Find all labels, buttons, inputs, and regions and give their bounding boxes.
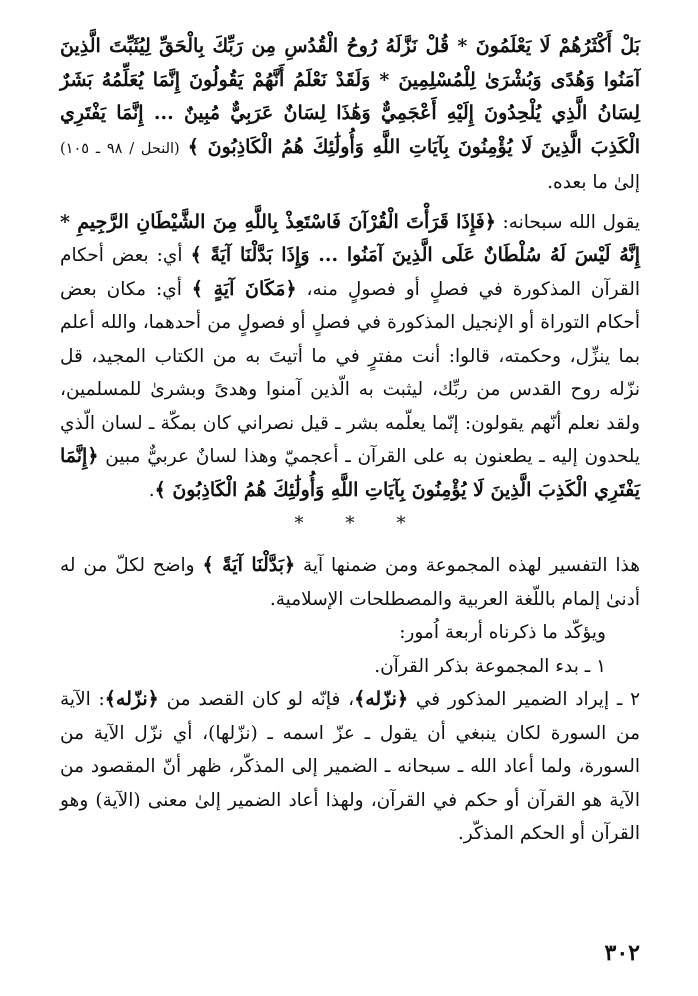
point-2-mid: ، فإنّه لو كان القصد من	[166, 689, 355, 710]
separator-star: *	[345, 513, 355, 534]
summary-paragraph	[60, 549, 640, 616]
page-body	[60, 30, 640, 851]
verse-continuation: إلىٰ ما بعده.	[547, 172, 640, 193]
verse-reference: (النحل / ٩٨ ـ ١٠٥)	[60, 140, 180, 157]
commentary-quote-2: ﴿مَكَانَ آيَةٍ ﴾	[191, 277, 297, 300]
section-separator	[60, 509, 640, 539]
points-intro: ويؤكّد ما ذكرناه أربعة اُمور:	[399, 622, 606, 643]
point-2-rest: : الآية من السورة لكان ينبغي أن يقول ـ عزّ اسمه ـ (نزّلها)، أي نزّل الآية من السورة، ولما أعاد الله ـ سبحانه ـ الضمير إلى المذكّر، ظهر أنّ المقصود من الآية هو القرآن أو حكم في القرآن، ولهذا أعاد الضمير إلىٰ معنى (الآية) وهو القرآن أو الحكم المذكّر.	[60, 689, 640, 844]
point-2-quote-1: ﴿نزّله﴾	[354, 688, 409, 710]
commentary-quote-1: ﴿فَإِذَا قَرَأْتَ الْقُرْآنَ فَاسْتَعِذْ بِاللَّهِ مِنَ الشَّيْطَانِ الرَّجِيمِ * إِنَّهُ لَيْسَ لَهُ سُلْطَانٌ عَلَى الَّذِينَ آمَنُوا ... وَإِذَا بَدَّلْنَا آيَةً ﴾	[60, 210, 640, 266]
quran-verse: بَلْ أَكْثَرُهُمْ لَا يَعْلَمُونَ * قُلْ نَزَّلَهُ رُوحُ الْقُدُسِ مِن رَبِّكَ بِالْحَقِّ لِيُثَبِّتَ الَّذِينَ آمَنُوا وَهُدًى وَبُشْرَىٰ لِلْمُسْلِمِينَ * وَلَقَدْ نَعْلَمُ أَنَّهُمْ يَقُولُونَ إِنَّمَا يُعَلِّمُهُ بَشَرٌ لِسَانُ الَّذِي يُلْحِدُونَ إِلَيْهِ أَعْجَمِيٌّ وَهَٰذَا لِسَانٌ عَرَبِيٌّ مُبِينٌ ... إِنَّمَا يَفْتَرِي الْكَذِبَ الَّذِينَ لَا يُؤْمِنُونَ بِآيَاتِ اللَّهِ وَأُولَٰئِكَ هُمُ الْكَاذِبُونَ ﴾	[60, 35, 640, 158]
page-number: ٣٠٢	[604, 940, 640, 966]
separator-star: *	[294, 513, 304, 534]
commentary-text-1: أي: بعض أحكام القرآن المذكورة في فصلٍ أو فصولٍ منه،	[60, 245, 640, 300]
commentary-quote-3: ﴿إِنَّمَا يَفْتَرِي الْكَذِبَ الَّذِينَ لَا يُؤْمِنُونَ بِآيَاتِ اللَّهِ وَأُولَٰئِكَ هُمُ الْكَاذِبُونَ ﴾	[60, 445, 640, 501]
point-2	[60, 683, 640, 851]
point-1: ١ ـ بدء المجموعة بذكر القرآن.	[374, 655, 606, 677]
commentary-intro: يقول الله سبحانه:	[502, 211, 640, 233]
commentary-text-2: أي: مكان بعض أحكام التوراة أو الإنجيل المذكورة في فصلٍ أو فصولٍ من أحدهما، والله أعلم بما ينزِّل، وحكمته، قالوا: أنت مفترٍ في ما أتيتَ به من الكتاب المجيد، قل نزّله روح القدس من ربِّك، ليثبت به الّذين آمنوا وهدىً وبشرىٰ للمسلمين، ولقد نعلم أنّهم يقولون: إنّما يعلّمه بشر ـ قيل نصراني كان بمكّة ـ لسان الّذي يلحدون إليه ـ يطعنون به على القرآن ـ أعجميّ وهذا لسانٌ عربيٌّ مبين	[60, 278, 640, 467]
point-2-quote-2: ﴿نزّله﴾	[104, 688, 159, 710]
point-2-lead: ٢ ـ إيراد الضمير المذكور في	[415, 689, 641, 710]
commentary-end: .	[148, 479, 155, 501]
separator-star: *	[396, 513, 406, 534]
summary-text-1: هذا التفسير لهذه المجموعة ومن ضمنها آية	[302, 555, 640, 576]
summary-text-2: واضح لكلّ من له أدنىٰ إلمام باللّغة العربية والمصطلحات الإسلامية.	[60, 555, 640, 610]
summary-quote: ﴿بَدَّلْنَا آيَةً ﴾	[202, 554, 296, 576]
verse-paragraph	[60, 30, 640, 200]
commentary-paragraph	[60, 206, 640, 508]
